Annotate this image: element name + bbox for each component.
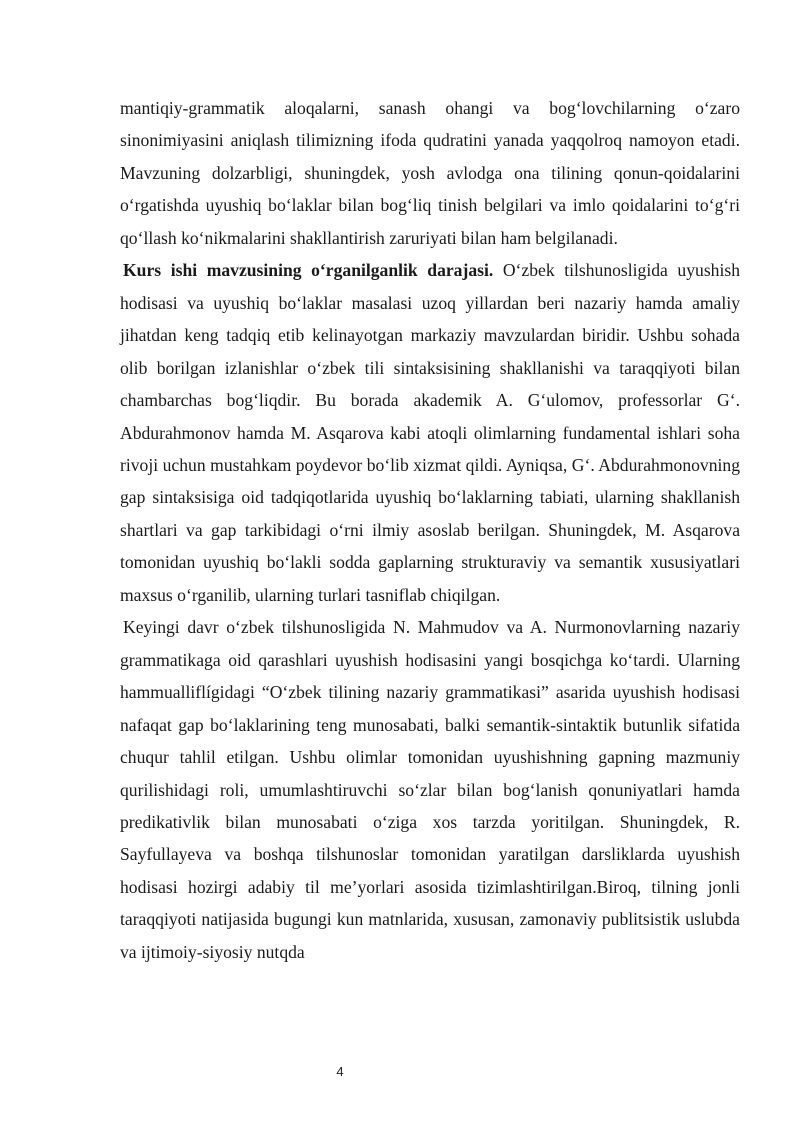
page-number: 4 [336, 1064, 344, 1079]
paragraph-3 [120, 611, 740, 968]
paragraph-2 [120, 254, 740, 611]
document-body [120, 92, 740, 968]
paragraph-1-text: mantiqiy-grammatik aloqalarni, sanash ohangi va bog‘lovchilarning o‘zaro sinonimiyasini aniqlash tilimizning ifoda qudratini yanada yaqqolroq namoyon etadi. Mavzuning dolzarbligi, shuningdek, yosh avlodga ona tilining qonun-qoidalarini o‘rgatishda uyushiq bo‘laklar bilan bog‘liq tinish belgilari va imlo qoidalarini to‘g‘ri qo‘llash ko‘nikmalarini shakllantirish zaruriyati bilan ham belgilanadi. [120, 98, 740, 248]
section-heading-inline: Kurs ishi mavzusining o‘rganilganlik darajasi. [123, 260, 494, 281]
paragraph-2-text: O‘zbek tilshunosligida uyushish hodisasi va uyushiq bo‘laklar masalasi uzoq yillardan beri nazariy hamda amaliy jihatdan keng tadqiq etib kelinayotgan markaziy mavzulardan biridir. Ushbu sohada olib borilgan izlanishlar o‘zbek tili sintaksisining shakllanishi va taraqqiyoti bilan chambarchas bog‘liqdir. Bu borada akademik A. G‘ulomov, professorlar G‘. Abdurahmonov hamda M. Asqarova kabi atoqli olimlarning fundamental ishlari soha rivoji uchun mustahkam poydevor bo‘lib xizmat qildi. Ayniqsa, G‘. Abdurahmonovning gap sintaksisiga oid tadqiqotlarida uyushiq bo‘laklarning tabiati, ularning shakllanish shartlari va gap tarkibidagi o‘rni ilmiy asoslab berilgan. Shuningdek, M. Asqarova tomonidan uyushiq bo‘lakli sodda gaplarning strukturaviy va semantik xususiyatlari maxsus o‘rganilib, ularning turlari tasniflab chiqilgan. [120, 260, 740, 605]
paragraph-1 [120, 92, 740, 254]
paragraph-3-text: Keyingi davr o‘zbek tilshunosligida N. Mahmudov va A. Nurmonovlarning nazariy grammatikaga oid qarashlari uyushish hodisasini yangi bosqichga ko‘tardi. Ularning hammualliflígidagi “O‘zbek tilining nazariy grammatikasi” asarida uyushish hodisasi nafaqat gap bo‘laklarining teng munosabati, balki semantik-sintaktik butunlik sifatida chuqur tahlil etilgan. Ushbu olimlar tomonidan uyushishning gapning mazmuniy qurilishidagi roli, umumlashtiruvchi so‘zlar bilan bog‘lanish qonuniyatlari hamda predikativlik bilan munosabati o‘ziga xos tarzda yoritilgan. Shuningdek, R. Sayfullayeva va boshqa tilshunoslar tomonidan yaratilgan darsliklarda uyushish hodisasi hozirgi adabiy til me’yorlari asosida tizimlashtirilgan.Biroq, tilning jonli taraqqiyoti natijasida bugungi kun matnlarida, xususan, zamonaviy publitsistik uslubda va ijtimoiy-siyosiy nutqda [120, 617, 740, 962]
